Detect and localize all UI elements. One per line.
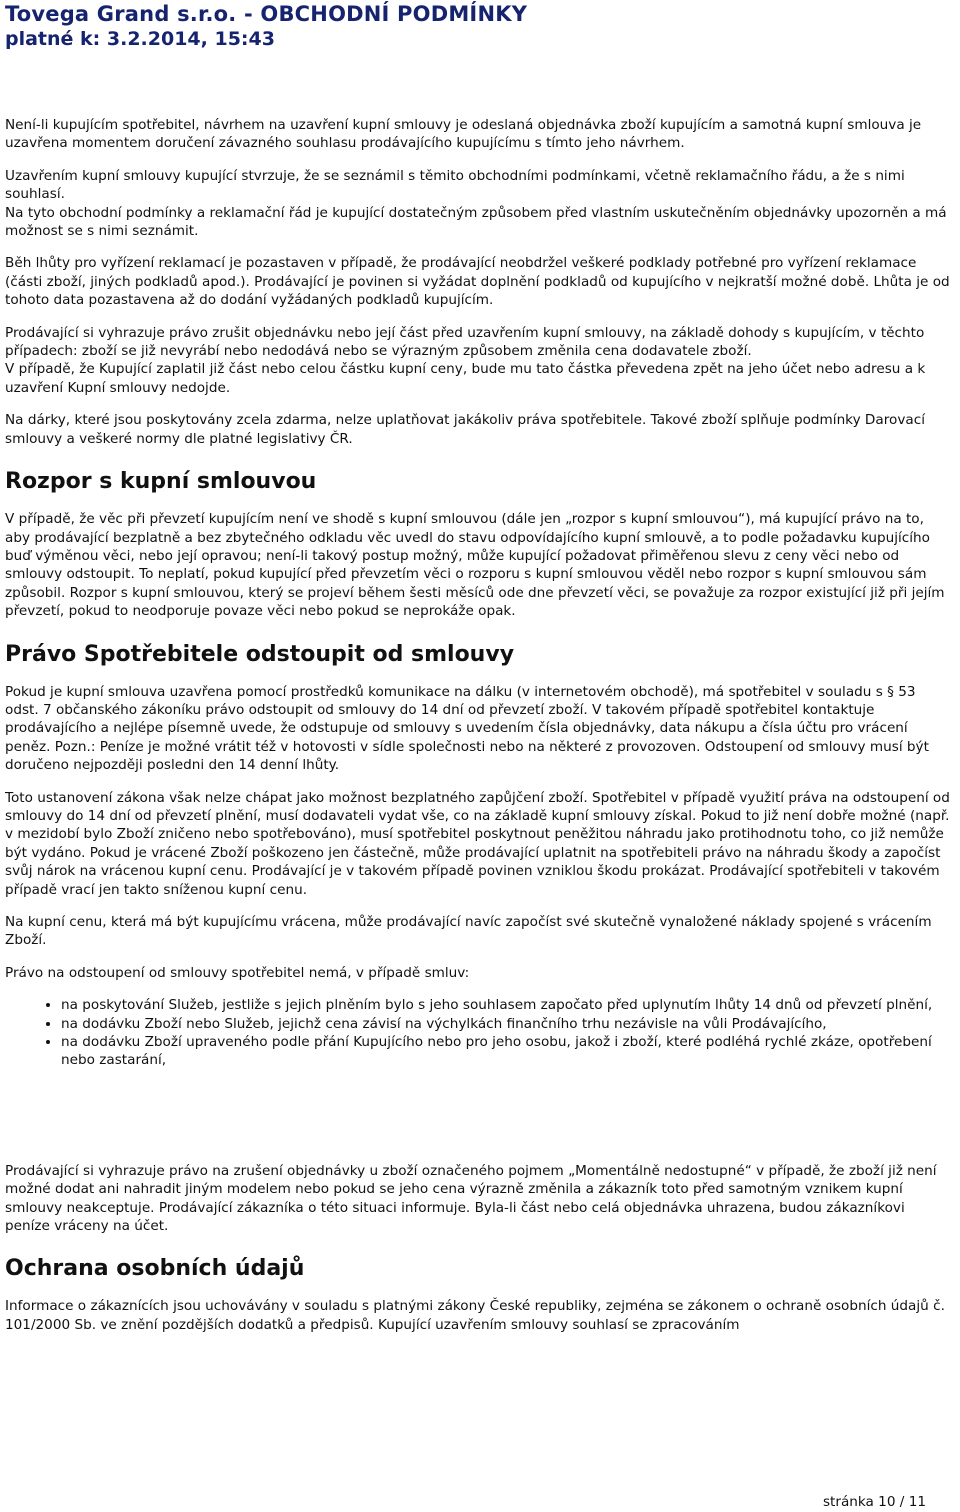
paragraph: Na kupní cenu, která má být kupujícímu vrácena, může prodávající navíc započíst své skutečně vynaložené náklady spojené s vrácením Zboží. (5, 914, 932, 949)
paragraph: Na dárky, které jsou poskytovány zcela zdarma, nelze uplatňovat jakákoliv práva spotřebitele. Takové zboží splňuje podmínky Darovací smlouvy a veškeré normy dle platné legislativy ČR. (5, 412, 925, 447)
exceptions-list (5, 996, 953, 1070)
paragraph: Prodávající si vyhrazuje právo zrušit objednávku nebo její část před uzavřením kupní smlouvy, na základě dohody s kupujícím, v těchto případech: zboží se již nevyrábí nebo nedodává nebo se výrazným způsobem změnila cena dodavatele zboží. (5, 324, 925, 360)
list-item: • na dodávku Zboží upraveného podle přání Kupujícího nebo pro jeho osobu, jakož i zboží, které podléhá rychlé zkáze, opotřebení nebo zastarání, (61, 1033, 953, 1070)
paragraph: Informace o zákaznících jsou uchovávány v souladu s platnými zákony České republiky, zejména se zákonem o ochraně osobních údajů č. 101/2000 Sb. ve znění pozdějších dodatků a předpisů. Kupující uzavřením smlouvy souhlasí se zpracováním (5, 1298, 945, 1333)
document-title: Tovega Grand s.r.o. - OBCHODNÍ PODMÍNKY (5, 2, 528, 26)
list-item: • na poskytování Služeb, jestliže s jejich plněním bylo s jeho souhlasem započato před uplynutím lhůty 14 dnů od převzetí plnění, (61, 996, 953, 1014)
list-item: • na dodávku Zboží nebo Služeb, jejichž cena závisí na výchylkách finančního trhu nezávisle na vůli Prodávajícího, (61, 1015, 953, 1033)
page-header (0, 0, 560, 52)
page-number: stránka 10 / 11 (822, 1494, 926, 1510)
paragraph: Toto ustanovení zákona však nelze chápat jako možnost bezplatného zapůjčení zboží. Spotřebitel v případě využití práva na odstoupení od smlouvy do 14 dní od převzetí plnění, musí dodavateli vydat vše, co na základě kupní smlouvy získal. Pokud to již není dobře možné (např. v mezidobí bylo Zboží zničeno nebo spotřebováno), musí spotřebitel poskytnout peněžitou náhradu jako protihodnotu toho, co již nemůže být vydáno. Pokud je vrácené Zboží poškozeno jen částečně, může prodávající uplatnit na spotřebiteli právo na náhradu škody a započíst svůj nárok na vrácenou kupní cenu. Prodávající je v takovém případě povinen vzniklou škodu prokázat. Prodávající spotřebiteli v takovém případě vrací jen takto sníženou kupní cenu. (5, 789, 950, 898)
paragraph: V případě, že Kupující zaplatil již část nebo celou částku kupní ceny, bude mu tato částka převedena zpět na jeho účet nebo adresu a k uzavření Kupní smlouvy nedojde. (5, 361, 926, 396)
section-heading-ochrana: Ochrana osobních údajů (5, 1256, 305, 1282)
section-heading-odstoupeni: Právo Spotřebitele odstoupit od smlouvy (5, 641, 515, 667)
section-heading-rozpor: Rozpor s kupní smlouvou (5, 469, 317, 495)
paragraph: Není-li kupujícím spotřebitel, návrhem na uzavření kupní smlouvy je odeslaná objednávka zboží kupujícím a samotná kupní smlouva je uzavřena momentem doručení závazného souhlasu prodávajícího kupujícímu s tímto jeho návrhem. (5, 117, 922, 152)
paragraph: Pokud je kupní smlouva uzavřena pomocí prostředků komunikace na dálku (v internetovém obchodě), má spotřebitel v souladu s § 53 odst. 7 občanského zákoníku právo odstoupit od smlouvy do 14 dní od převzetí zboží. V takovém případě spotřebitel kontaktuje prodávajícího a nejlépe písemně uvede, že odstupuje od smlouvy s uvedením čísla objednávky, data nákupu a čísla účtu pro vrácení peněz. Pozn.: Peníze je možné vrátit též v hotovosti v sídle společnosti nebo na některé z provozoven. Odstoupení od smlouvy musí být doručeno nejpozději posledni den 14 denní lhůty. (5, 683, 929, 774)
document-body (5, 116, 953, 1348)
paragraph: Běh lhůty pro vyřízení reklamací je pozastaven v případě, že prodávající neobdržel veškeré podklady potřebné pro vyřízení reklamace (části zboží, jiných podkladů apod.). Prodávající je povinen si vyžádat doplnění podkladů od kupujícího v nejkratší možné době. Lhůta je od tohoto data pozastavena až do dodání vyžádaných podkladů kupujícím. (5, 255, 950, 309)
paragraph: Prodávající si vyhrazuje právo na zrušení objednávky u zboží označeného pojmem „Momentálně nedostupné“ v případě, že zboží již není možné dodat ani nahradit jiným modelem nebo pokud se jeho cena výrazně změnila a zákazník toto před samotným vznikem kupní smlouvy neakceptuje. Prodávající zákazníka o této situaci informuje. Byla-li část nebo celá objednávka uhrazena, budou zákazníkovi peníze vráceny na účet. (5, 1162, 937, 1235)
paragraph: Právo na odstoupení od smlouvy spotřebitel nemá, v případě smluv: (5, 964, 470, 981)
document-date: platné k: 3.2.2014, 15:43 (5, 28, 275, 50)
paragraph: Na tyto obchodní podmínky a reklamační řád je kupující dostatečným způsobem před vlastním uskutečněním objednávky upozorněn a má možnost se s nimi seznámit. (5, 204, 947, 240)
spacer (5, 1070, 953, 1162)
paragraph: Uzavřením kupní smlouvy kupující stvrzuje, že se seznámil s těmito obchodními podmínkami, včetně reklamačního řádu, a že s nimi souhlasí. (5, 167, 905, 203)
paragraph: V případě, že věc při převzetí kupujícím není ve shodě s kupní smlouvou (dále jen „rozpor s kupní smlouvou“), má kupující právo na to, aby prodávající bezplatně a bez zbytečného odkladu věc uvedl do stavu odpovídajícího kupní smlouvě, a to podle požadavku kupujícího buď výměnou věci, nebo její opravou; není-li takový postup možný, může kupující požadovat přiměřenou slevu z ceny věci nebo od smlouvy odstoupit. To neplatí, pokud kupující před převzetím věci o rozporu s kupní smlouvou věděl nebo rozpor s kupní smlouvou sám způsobil. Rozpor s kupní smlouvou, který se projeví během šesti měsíců ode dne převzetí věci, se považuje za rozpor existující již při jejím převzetí, pokud to neodporuje povaze věci nebo pokud se neprokáže opak. (5, 511, 945, 620)
